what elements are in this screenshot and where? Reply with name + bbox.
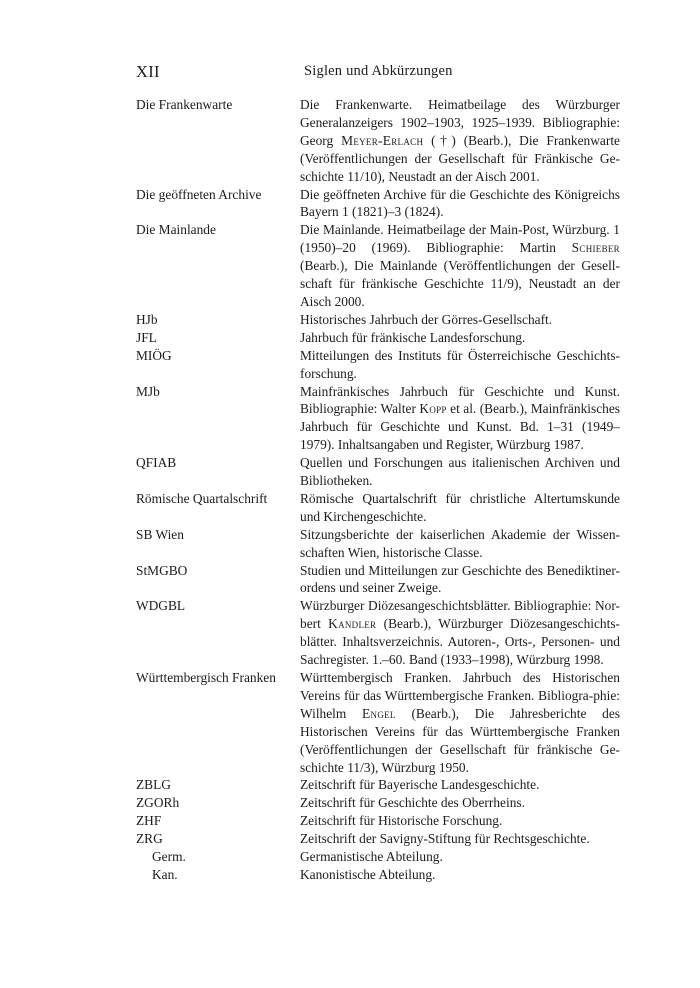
abbreviation-term: StMGBO bbox=[136, 562, 188, 578]
author-name: Meyer-Erlach bbox=[341, 132, 424, 148]
definition-text: Würzburger Diözesangeschichtsblätter. Bibliographie: Nor-bert bbox=[300, 598, 620, 632]
abbreviation-term: ZBLG bbox=[136, 777, 171, 793]
author-name: Engel bbox=[362, 705, 396, 721]
definition-text: Kanonistische Abteilung. bbox=[300, 866, 436, 882]
abbreviation-term: Die Mainlande bbox=[136, 222, 216, 238]
abbreviation-term: Württembergisch Franken bbox=[136, 670, 276, 685]
definition-text: (Bearb.), Die Jahresberichte des Historischen Vereins für das Württembergische Franken (Veröffentlichungen der Gesellschaft für fränkische Ge-schichte 11/3), Würzburg 1950. bbox=[300, 705, 620, 775]
definition-text: Zeitschrift der Savigny-Stiftung für Rechtsgeschichte. bbox=[300, 831, 590, 847]
abbreviation-entry bbox=[136, 186, 620, 222]
abbreviation-entry bbox=[136, 597, 620, 669]
definition-text: Die geöffneten Archive für die Geschichte des Königreichs Bayern 1 (1821)–3 (1824). bbox=[300, 186, 620, 220]
abbreviation-term: Römische Quartalschrift bbox=[136, 490, 268, 506]
abbreviation-entry bbox=[136, 383, 620, 455]
abbreviation-definition bbox=[300, 490, 620, 526]
abbreviation-definition bbox=[300, 669, 620, 776]
abbreviation-list bbox=[136, 96, 620, 884]
abbreviation-term: JFL bbox=[136, 329, 157, 345]
abbreviation-definition bbox=[300, 776, 620, 794]
definition-text: Jahrbuch für fränkische Landesforschung. bbox=[300, 329, 526, 345]
abbreviation-definition bbox=[300, 526, 620, 562]
abbreviation-entry bbox=[136, 776, 620, 794]
abbreviation-term: Die geöffneten Archive bbox=[136, 186, 262, 202]
definition-text: (Bearb.), Würzburger Diözesangeschichts-blätter. Inhaltsverzeichnis. Autoren-, Orts-, Personen- und Sachregister. 1.–60. Band (1933–1998), Würzburg 1998. bbox=[300, 616, 621, 668]
sub-entry bbox=[136, 866, 620, 884]
abbreviation-term: ZGORh bbox=[136, 795, 180, 811]
author-name: Kandler bbox=[328, 616, 377, 632]
abbreviation-definition bbox=[300, 186, 620, 222]
author-name: Kopp bbox=[419, 401, 447, 417]
abbreviation-entry bbox=[136, 562, 620, 598]
abbreviation-definition bbox=[300, 221, 620, 311]
abbreviation-entry bbox=[136, 329, 620, 347]
abbreviation-entry bbox=[136, 669, 620, 776]
abbreviation-definition bbox=[300, 562, 620, 598]
abbreviation-definition bbox=[300, 96, 620, 186]
abbreviation-definition bbox=[300, 597, 620, 669]
abbreviation-definition bbox=[300, 830, 620, 848]
abbreviation-definition bbox=[300, 794, 620, 812]
abbreviation-term: SB Wien bbox=[136, 526, 184, 542]
definition-text: Germanistische Abteilung. bbox=[300, 849, 443, 865]
abbreviation-entry bbox=[136, 830, 620, 848]
definition-text: Römische Quartalschrift für christliche Altertumskunde und Kirchengeschichte. bbox=[300, 490, 620, 524]
definition-text: Die Frankenwarte. Heimatbeilage des Würzburger Generalanzeigers 1902–1903, 1925–1939. Bibliographie: Georg bbox=[300, 97, 620, 148]
abbreviation-entry bbox=[136, 221, 620, 311]
abbreviation-entry bbox=[136, 311, 620, 329]
abbreviation-entry bbox=[136, 96, 620, 186]
definition-text: (†) (Bearb.), Die Frankenwarte (Veröffentlichungen der Gesellschaft für Fränkische Ge-schichte 11/10), Neustadt an der Aisch 2001. bbox=[300, 132, 620, 184]
abbreviation-entry bbox=[136, 526, 620, 562]
abbreviation-term: MIÖG bbox=[136, 347, 172, 363]
abbreviation-definition bbox=[300, 383, 620, 455]
definition-text: Zeitschrift für Bayerische Landesgeschichte. bbox=[300, 777, 540, 793]
abbreviation-definition bbox=[300, 347, 620, 383]
abbreviation-term: ZHF bbox=[136, 813, 162, 829]
abbreviation-definition bbox=[300, 454, 620, 490]
definition-text: Mainfränkisches Jahrbuch für Geschichte und Kunst. Bibliographie: Walter bbox=[300, 383, 620, 417]
definition-text: Historisches Jahrbuch der Görres-Gesellschaft. bbox=[300, 311, 553, 327]
sub-entry bbox=[136, 848, 620, 866]
definition-text: Quellen und Forschungen aus italienischen Archiven und Bibliotheken. bbox=[300, 455, 620, 489]
definition-text: Mitteilungen des Instituts für Österreichische Geschichts-forschung. bbox=[300, 347, 620, 381]
abbreviation-term: WDGBL bbox=[136, 598, 186, 614]
abbreviation-term: HJb bbox=[136, 311, 158, 327]
definition-text: Studien und Mitteilungen zur Geschichte des Benediktiner-ordens und seiner Zweige. bbox=[300, 562, 620, 596]
page-number: XII bbox=[136, 62, 160, 81]
abbreviation-term: Die Frankenwarte bbox=[136, 97, 233, 112]
running-title: Siglen und Abkürzungen bbox=[304, 63, 453, 79]
page-header bbox=[136, 62, 620, 82]
abbreviation-term: ZRG bbox=[136, 831, 163, 847]
abbreviation-definition bbox=[300, 812, 620, 830]
abbreviation-term: QFIAB bbox=[136, 455, 177, 471]
definition-text: (Bearb.), Die Mainlande (Veröffentlichungen der Gesell-schaft für fränkische Geschichte 11/9), Neustadt an der Aisch 2000. bbox=[300, 258, 620, 309]
definition-text: Württembergisch Franken. Jahrbuch des Historischen Vereins für das Württembergische Franken. Bibliogra-phie: Wilhelm bbox=[300, 670, 620, 721]
abbreviation-entry bbox=[136, 347, 620, 383]
abbreviation-definition bbox=[300, 848, 620, 866]
abbreviation-definition bbox=[300, 329, 620, 347]
abbreviation-entry bbox=[136, 794, 620, 812]
abbreviation-entry bbox=[136, 490, 620, 526]
abbreviation-definition bbox=[300, 311, 620, 329]
author-name: Schieber bbox=[571, 240, 620, 256]
definition-text: Die Mainlande. Heimatbeilage der Main-Post, Würzburg. 1 (1950)–20 (1969). Bibliographie: Martin bbox=[300, 222, 620, 256]
abbreviation-definition bbox=[300, 866, 620, 884]
definition-text: Zeitschrift für Historische Forschung. bbox=[300, 813, 503, 829]
abbreviation-entry bbox=[136, 454, 620, 490]
abbreviation-term: Germ. bbox=[152, 849, 186, 865]
definition-text: Zeitschrift für Geschichte des Oberrheins. bbox=[300, 795, 525, 811]
abbreviation-term: MJb bbox=[136, 383, 160, 399]
abbreviation-entry bbox=[136, 812, 620, 830]
definition-text: Sitzungsberichte der kaiserlichen Akademie der Wissen-schaften Wien, historische Classe. bbox=[300, 526, 620, 560]
definition-text: et al. (Bearb.), Mainfränkisches Jahrbuch für Geschichte und Kunst. Bd. 1–31 (1949–1979). Inhaltsangaben und Register, Würzburg 1987. bbox=[300, 401, 620, 453]
abbreviation-term: Kan. bbox=[152, 866, 178, 882]
